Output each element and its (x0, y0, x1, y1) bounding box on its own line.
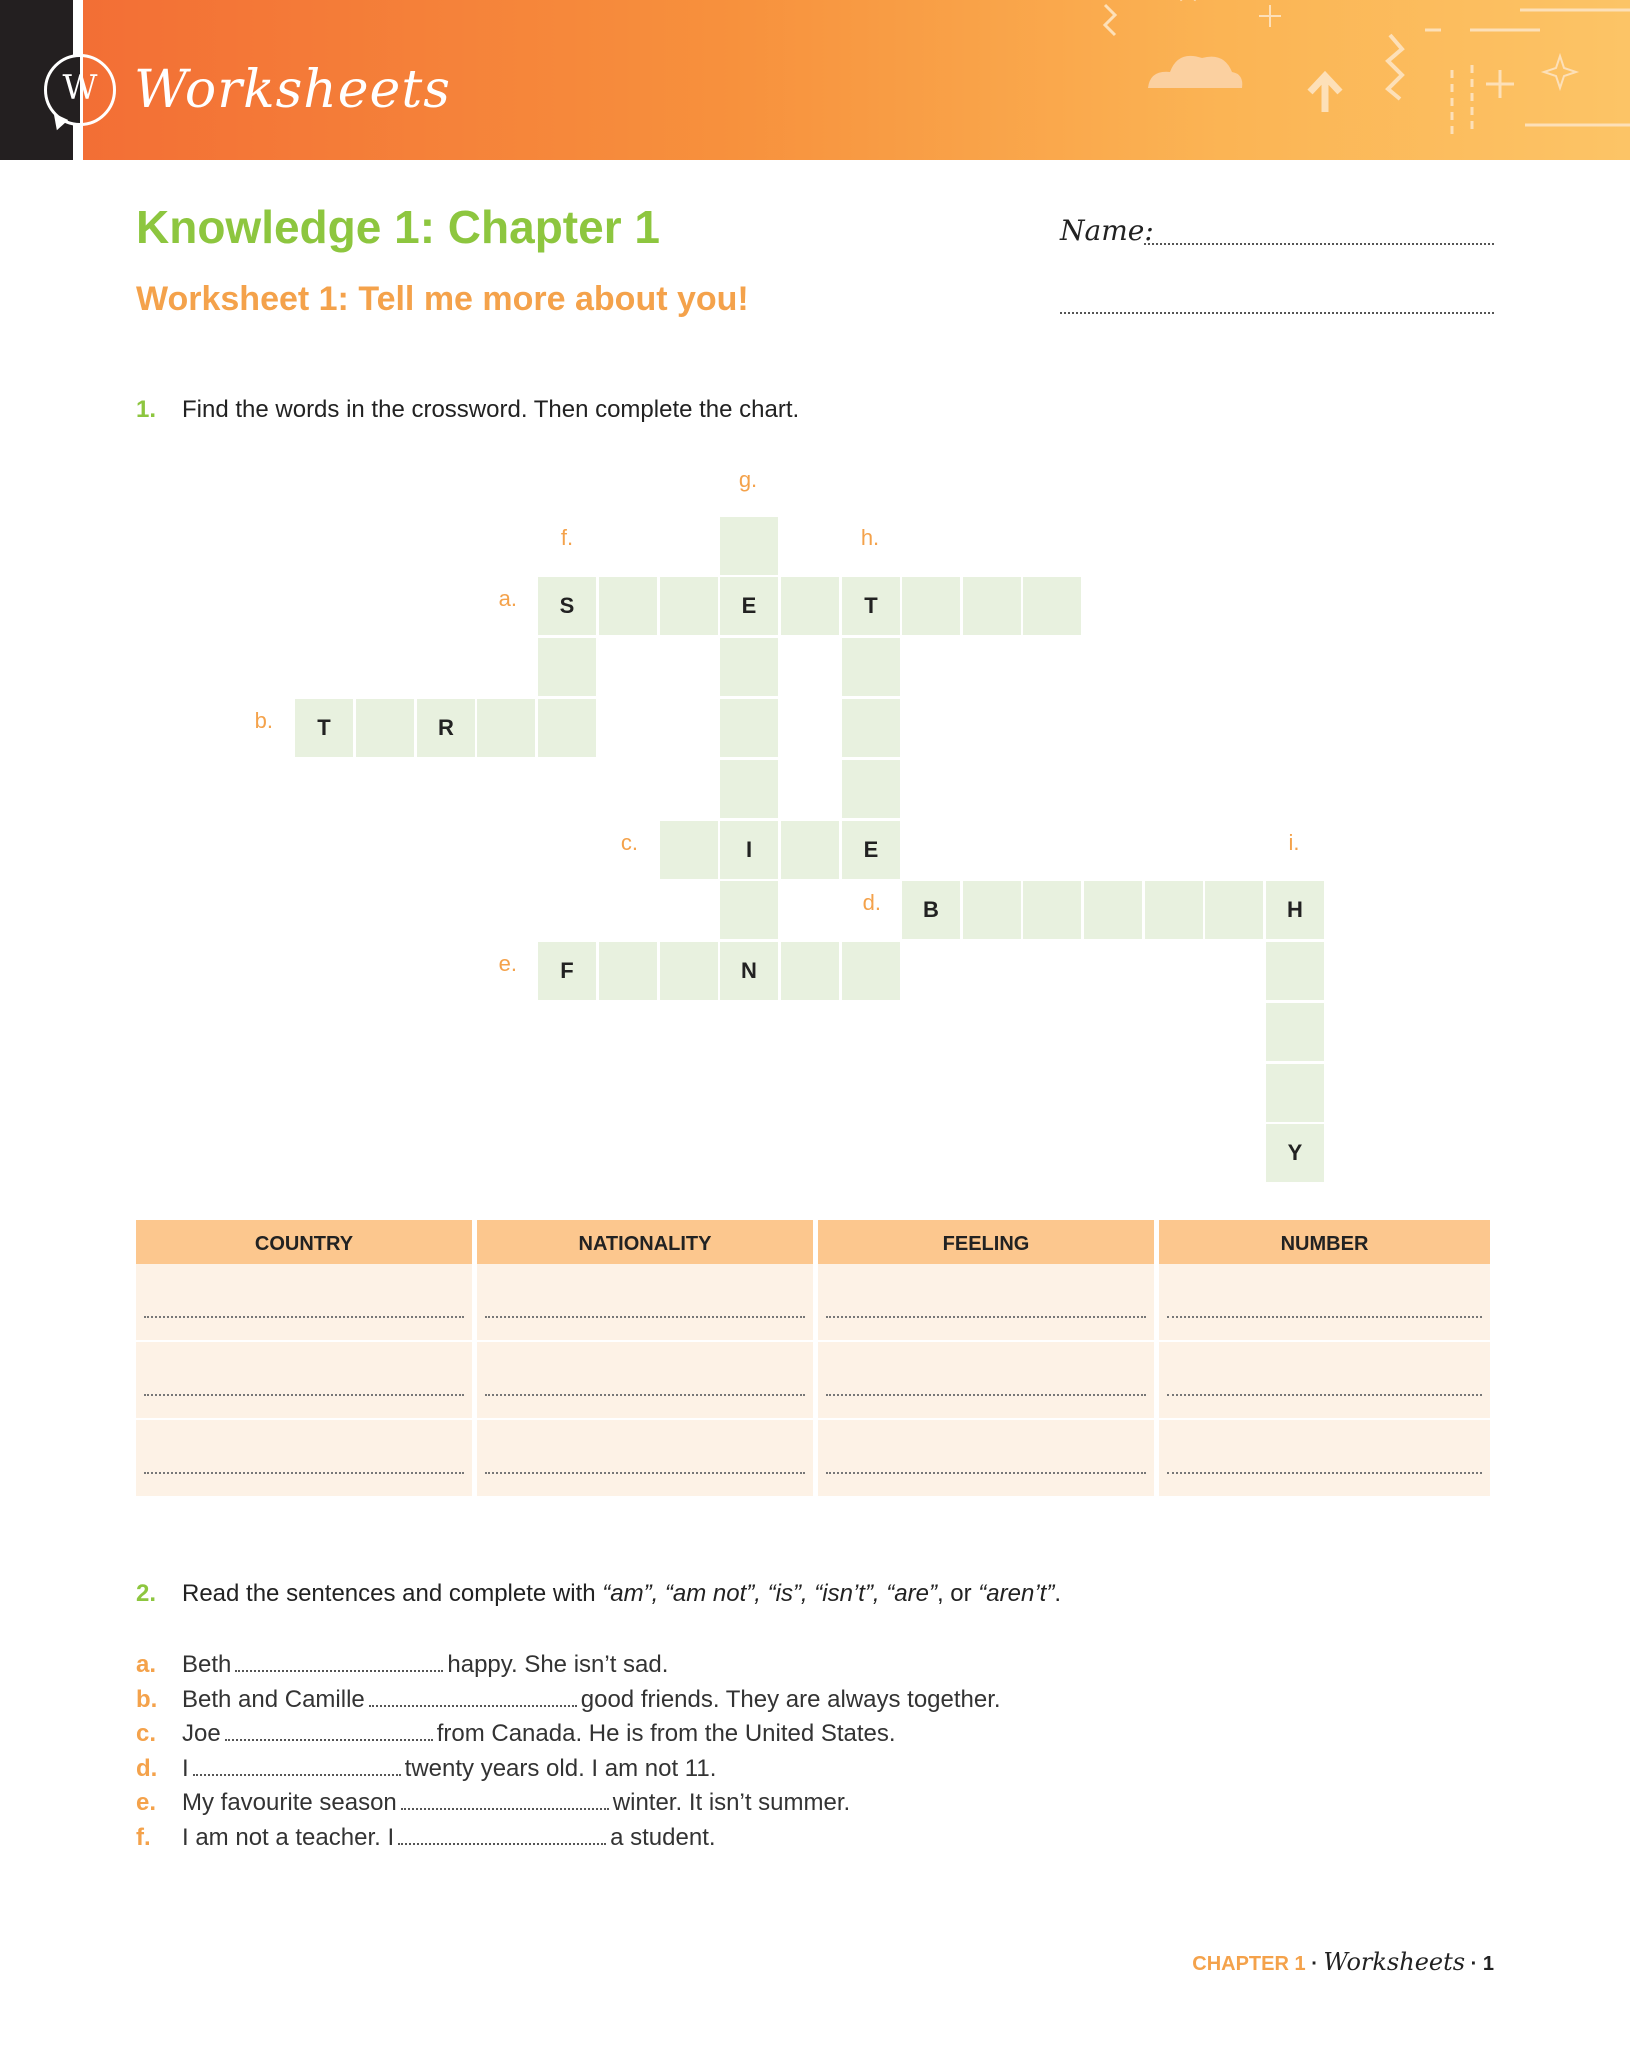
sentence-b (136, 1685, 1001, 1714)
crossword-cell[interactable]: N (720, 942, 778, 1000)
question-number: 2. (136, 1580, 157, 1607)
name-field[interactable] (1144, 243, 1494, 245)
crossword-cell[interactable] (477, 699, 535, 757)
answer-blank[interactable] (369, 1685, 577, 1707)
crossword-cell[interactable] (842, 699, 900, 757)
question-2 (136, 1580, 1061, 1608)
header-banner (0, 0, 1630, 160)
sentence-d (136, 1754, 716, 1783)
crossword-cell[interactable] (720, 760, 778, 818)
sentence-letter: a. (136, 1651, 157, 1678)
dashed-lines-icon (1452, 65, 1472, 138)
crossword-cell[interactable] (1023, 577, 1081, 635)
chart-cell[interactable] (477, 1342, 813, 1420)
chart-cell[interactable] (477, 1420, 813, 1498)
crossword-cell[interactable] (660, 577, 718, 635)
chart-cell[interactable] (818, 1264, 1154, 1342)
star-icon (1544, 56, 1576, 88)
answer-line (485, 1472, 805, 1474)
answer-blank[interactable] (235, 1650, 443, 1672)
answer-line (1167, 1316, 1482, 1318)
crossword-cell[interactable] (1266, 942, 1324, 1000)
name-field-second-line[interactable] (1060, 312, 1494, 314)
footer-separator: · (1470, 1953, 1478, 1975)
answer-line (1167, 1472, 1482, 1474)
period-text: . (1054, 1580, 1061, 1607)
clue-label-c: c. (620, 830, 638, 855)
sentence-after: good friends. They are always together. (580, 1686, 1001, 1713)
sentence-a (136, 1650, 668, 1679)
crossword-cell[interactable] (1205, 881, 1263, 939)
chart-header: NATIONALITY (477, 1220, 813, 1264)
chart-cell[interactable] (818, 1342, 1154, 1420)
clue-label-d: d. (862, 890, 881, 915)
crossword-cell[interactable] (356, 699, 414, 757)
question-text: Find the words in the crossword. Then complete the chart. (182, 396, 800, 423)
answer-line (826, 1394, 1146, 1396)
crossword-cell[interactable] (842, 760, 900, 818)
sentence-letter: d. (136, 1755, 158, 1782)
sentence-letter: c. (136, 1720, 157, 1747)
answer-blank[interactable] (401, 1788, 609, 1810)
worksheet-subtitle: Worksheet 1: Tell me more about you! (136, 280, 749, 318)
crossword-cell[interactable] (1023, 881, 1081, 939)
sentence-f (136, 1823, 716, 1852)
option-words: “am”, “am not”, “is”, “isn’t”, “are” (602, 1580, 937, 1607)
footer-separator: · (1311, 1953, 1318, 1975)
clue-label-e: e. (498, 951, 517, 976)
crossword-cell[interactable]: E (720, 577, 778, 635)
sentence-before: Beth (182, 1651, 232, 1678)
brand-wordmark: Worksheets (134, 60, 451, 120)
crossword-cell[interactable]: B (902, 881, 960, 939)
crossword-cell[interactable] (781, 577, 839, 635)
question-1 (136, 396, 799, 424)
sentence-letter: e. (136, 1789, 157, 1816)
answer-line (144, 1472, 464, 1474)
crossword-cell[interactable] (660, 942, 718, 1000)
clue-label-f: f. (560, 525, 574, 550)
sentence-before: Joe (182, 1720, 221, 1747)
answer-line (144, 1394, 464, 1396)
sentence-before: Beth and Camille (182, 1686, 365, 1713)
crossword-cell[interactable] (963, 577, 1021, 635)
crossword-cell[interactable] (781, 942, 839, 1000)
answer-line (826, 1316, 1146, 1318)
chart-cell[interactable] (477, 1264, 813, 1342)
chart-header: NUMBER (1159, 1220, 1490, 1264)
clue-label-a: a. (498, 586, 517, 611)
crossword-cell[interactable] (660, 821, 718, 879)
stripes-icon (1425, 10, 1630, 125)
sentence-c (136, 1719, 896, 1748)
page-number: 1 (1482, 1953, 1494, 1975)
chart-column-feeling (818, 1220, 1154, 1492)
sentence-letter: b. (136, 1686, 158, 1713)
chart-cell[interactable] (1159, 1264, 1490, 1342)
answer-line (826, 1472, 1146, 1474)
crossword-cell[interactable]: T (295, 699, 353, 757)
clue-label-i: i. (1288, 830, 1300, 855)
crossword-cell[interactable]: S (538, 577, 596, 635)
sentence-before: My favourite season (182, 1789, 397, 1816)
option-last: “aren’t” (978, 1580, 1055, 1607)
chart-cell[interactable] (818, 1420, 1154, 1498)
chart-column-country (136, 1220, 472, 1492)
sentence-before: I (182, 1755, 189, 1782)
chart-cell[interactable] (136, 1342, 472, 1420)
question-number: 1. (136, 396, 157, 423)
page-title: Knowledge 1: Chapter 1 (136, 201, 660, 253)
crossword-cell[interactable] (1266, 1003, 1324, 1061)
crossword-cell[interactable] (720, 517, 778, 575)
crossword-cell[interactable]: H (1266, 881, 1324, 939)
crossword-cell[interactable] (781, 821, 839, 879)
sentence-after: from Canada. He is from the United States. (436, 1720, 896, 1747)
crossword-cell[interactable] (720, 881, 778, 939)
chart-column-nationality (477, 1220, 813, 1492)
answer-blank[interactable] (225, 1719, 433, 1741)
crossword-cell[interactable] (1266, 1064, 1324, 1122)
answer-blank[interactable] (398, 1823, 606, 1845)
question-text: Read the sentences and complete with (182, 1580, 603, 1607)
chart-column-number (1159, 1220, 1490, 1492)
header-decoration-icon (1080, 0, 1630, 160)
sentence-after: twenty years old. I am not 11. (404, 1755, 717, 1782)
answer-chart (136, 1220, 1490, 1492)
chart-cell[interactable] (1159, 1342, 1490, 1420)
crossword-cell[interactable]: R (417, 699, 475, 757)
answer-line (144, 1316, 464, 1318)
or-text: , or (936, 1580, 979, 1607)
crossword-cell[interactable] (1084, 881, 1142, 939)
squiggle-icon (1388, 35, 1402, 99)
crossword-cell[interactable] (720, 699, 778, 757)
sparkle-icon (1259, 5, 1281, 27)
crossword-cell[interactable]: Y (1266, 1124, 1324, 1182)
arrow-up-icon (1310, 76, 1340, 112)
footer-brand: Worksheets (1323, 1948, 1466, 1976)
clue-label-h: h. (860, 525, 880, 550)
crossword-cell[interactable] (599, 942, 657, 1000)
sentence-e (136, 1788, 850, 1817)
sentence-after: a student. (610, 1824, 716, 1851)
crossword-cell[interactable] (842, 638, 900, 696)
sentence-before: I am not a teacher. I (182, 1824, 395, 1851)
chart-header: COUNTRY (136, 1220, 472, 1264)
zigzag-icon (1105, 5, 1115, 35)
cloud-icon (1148, 56, 1242, 88)
crossword-cell[interactable] (538, 699, 596, 757)
crossword-cell[interactable]: T (842, 577, 900, 635)
clue-label-b: b. (254, 708, 273, 733)
crossword-cell[interactable] (720, 638, 778, 696)
name-label: Name: (1060, 214, 1154, 247)
answer-line (485, 1316, 805, 1318)
chart-cell[interactable] (1159, 1420, 1490, 1498)
answer-blank[interactable] (193, 1754, 401, 1776)
page-footer (1192, 1948, 1494, 1976)
crossword-cell[interactable] (963, 881, 1021, 939)
footer-chapter: CHAPTER 1 (1192, 1953, 1306, 1975)
chart-cell[interactable] (136, 1420, 472, 1498)
sentence-after: happy. She isn’t sad. (447, 1651, 669, 1678)
plus-icon (1486, 70, 1514, 98)
crossword-cell[interactable] (842, 942, 900, 1000)
crossword-cell[interactable] (1145, 881, 1203, 939)
crossword-cell[interactable]: F (538, 942, 596, 1000)
crossword-cell[interactable] (902, 577, 960, 635)
crossword-cell[interactable] (599, 577, 657, 635)
crossword-cell[interactable]: E (842, 821, 900, 879)
answer-line (1167, 1394, 1482, 1396)
answer-line (485, 1394, 805, 1396)
chart-cell[interactable] (136, 1264, 472, 1342)
sentence-after: winter. It isn’t summer. (612, 1789, 851, 1816)
sentence-letter: f. (136, 1824, 151, 1851)
chart-header: FEELING (818, 1220, 1154, 1264)
logo-letter: W (62, 68, 98, 108)
crossword-cell[interactable] (538, 638, 596, 696)
crossword-cell[interactable]: I (720, 821, 778, 879)
clue-label-g: g. (738, 467, 758, 492)
